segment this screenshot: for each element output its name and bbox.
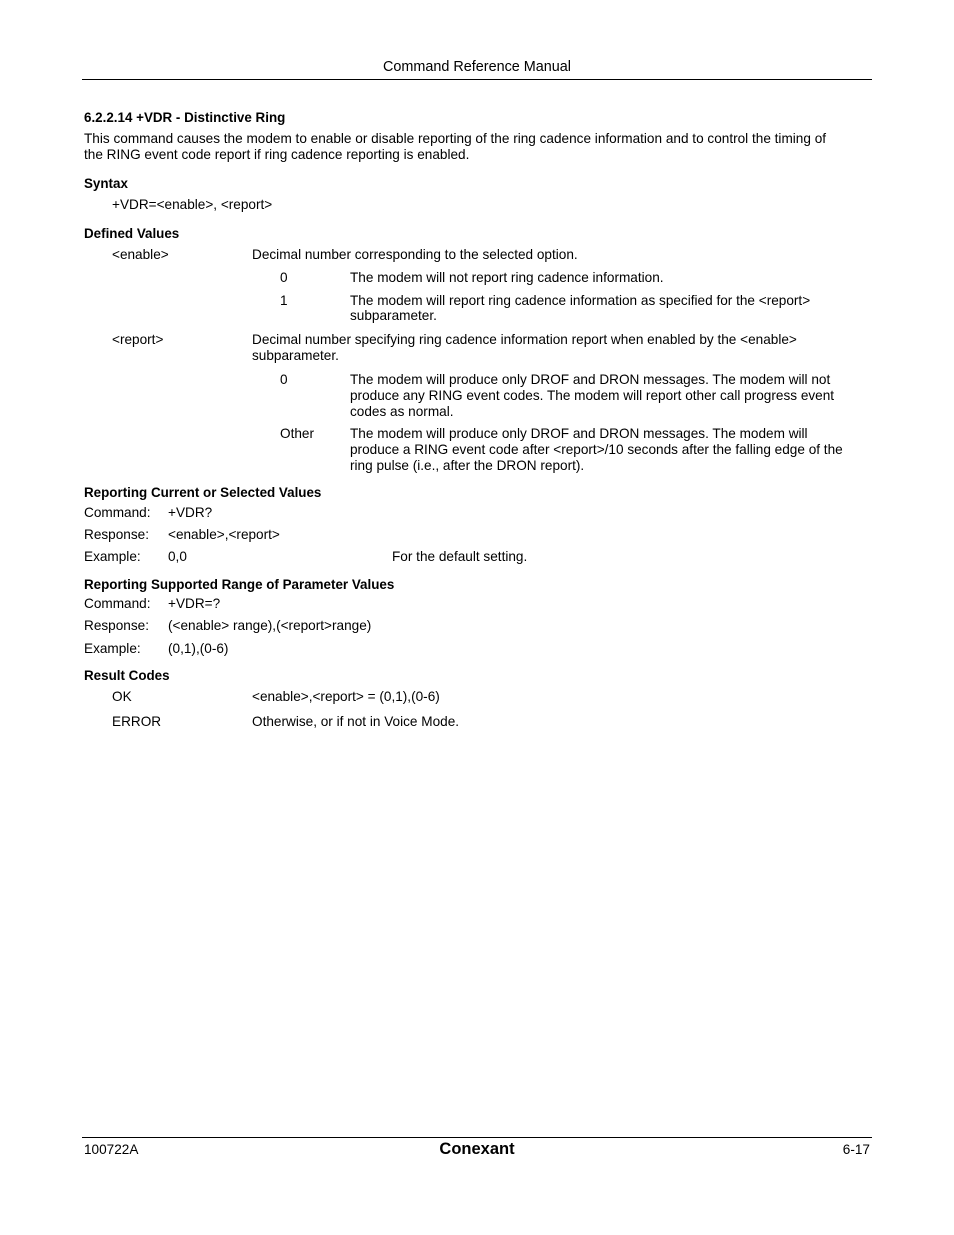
param-enable-desc: Decimal number corresponding to the selected option. [252, 247, 578, 262]
footer-page-number: 6-17 [842, 1142, 870, 1157]
current-command-label: Command: [84, 505, 151, 520]
result-code: OK [112, 689, 132, 704]
param-report-name: <report> [112, 332, 164, 347]
current-response-label: Response: [84, 527, 149, 542]
current-command-value: +VDR? [168, 505, 213, 520]
current-example-note: For the default setting. [392, 549, 528, 564]
param-enable-name: <enable> [112, 247, 169, 262]
intro-line-1: This command causes the modem to enable or disable reporting of the ring cadence information and to control the timing of [84, 131, 827, 146]
defined-values-heading: Defined Values [84, 226, 180, 241]
syntax-text: +VDR=<enable>, <report> [112, 197, 273, 212]
enable-option-value: 0 [280, 270, 288, 285]
report-option-desc: codes as normal. [350, 404, 454, 419]
range-example-label: Example: [84, 641, 141, 656]
header-rule [82, 79, 872, 80]
report-option-desc: produce any RING event codes. The modem will report other call progress event [350, 388, 835, 403]
footer-doc-number: 100722A [84, 1142, 139, 1157]
intro-line-2: the RING event code report if ring cadence reporting is enabled. [84, 147, 470, 162]
current-example-value: 0,0 [168, 549, 187, 564]
range-response-label: Response: [84, 618, 149, 633]
result-code: ERROR [112, 714, 162, 729]
report-option-desc: The modem will produce only DROF and DRON messages. The modem will not [350, 372, 831, 387]
reporting-current-heading: Reporting Current or Selected Values [84, 485, 322, 500]
current-response-value: <enable>,<report> [168, 527, 280, 542]
report-option-value: Other [280, 426, 314, 441]
range-response-value: (<enable> range),(<report>range) [168, 618, 372, 633]
param-report-desc: subparameter. [252, 348, 339, 363]
report-option-desc: The modem will produce only DROF and DRON messages. The modem will [350, 426, 808, 441]
range-command-label: Command: [84, 596, 151, 611]
enable-option-desc: subparameter. [350, 308, 437, 323]
report-option-value: 0 [280, 372, 288, 387]
enable-option-desc: The modem will report ring cadence information as specified for the <report> [350, 293, 811, 308]
footer-company: Conexant [439, 1140, 515, 1158]
section-title: 6.2.2.14 +VDR - Distinctive Ring [84, 110, 286, 125]
footer-rule [82, 1137, 872, 1138]
syntax-heading: Syntax [84, 176, 128, 191]
param-report-desc: Decimal number specifying ring cadence information report when enabled by the <enable> [252, 332, 797, 347]
running-header-title: Command Reference Manual [383, 59, 571, 75]
report-option-desc: produce a RING event code after <report>/10 seconds after the falling edge of the [350, 442, 843, 457]
reporting-range-heading: Reporting Supported Range of Parameter Values [84, 577, 395, 592]
enable-option-desc: The modem will not report ring cadence information. [350, 270, 664, 285]
result-code-desc: <enable>,<report> = (0,1),(0-6) [252, 689, 440, 704]
current-example-label: Example: [84, 549, 141, 564]
result-code-desc: Otherwise, or if not in Voice Mode. [252, 714, 460, 729]
range-command-value: +VDR=? [168, 596, 221, 611]
range-example-value: (0,1),(0-6) [168, 641, 229, 656]
report-option-desc: ring pulse (i.e., after the DRON report). [350, 458, 585, 473]
enable-option-value: 1 [280, 293, 288, 308]
result-codes-heading: Result Codes [84, 668, 170, 683]
